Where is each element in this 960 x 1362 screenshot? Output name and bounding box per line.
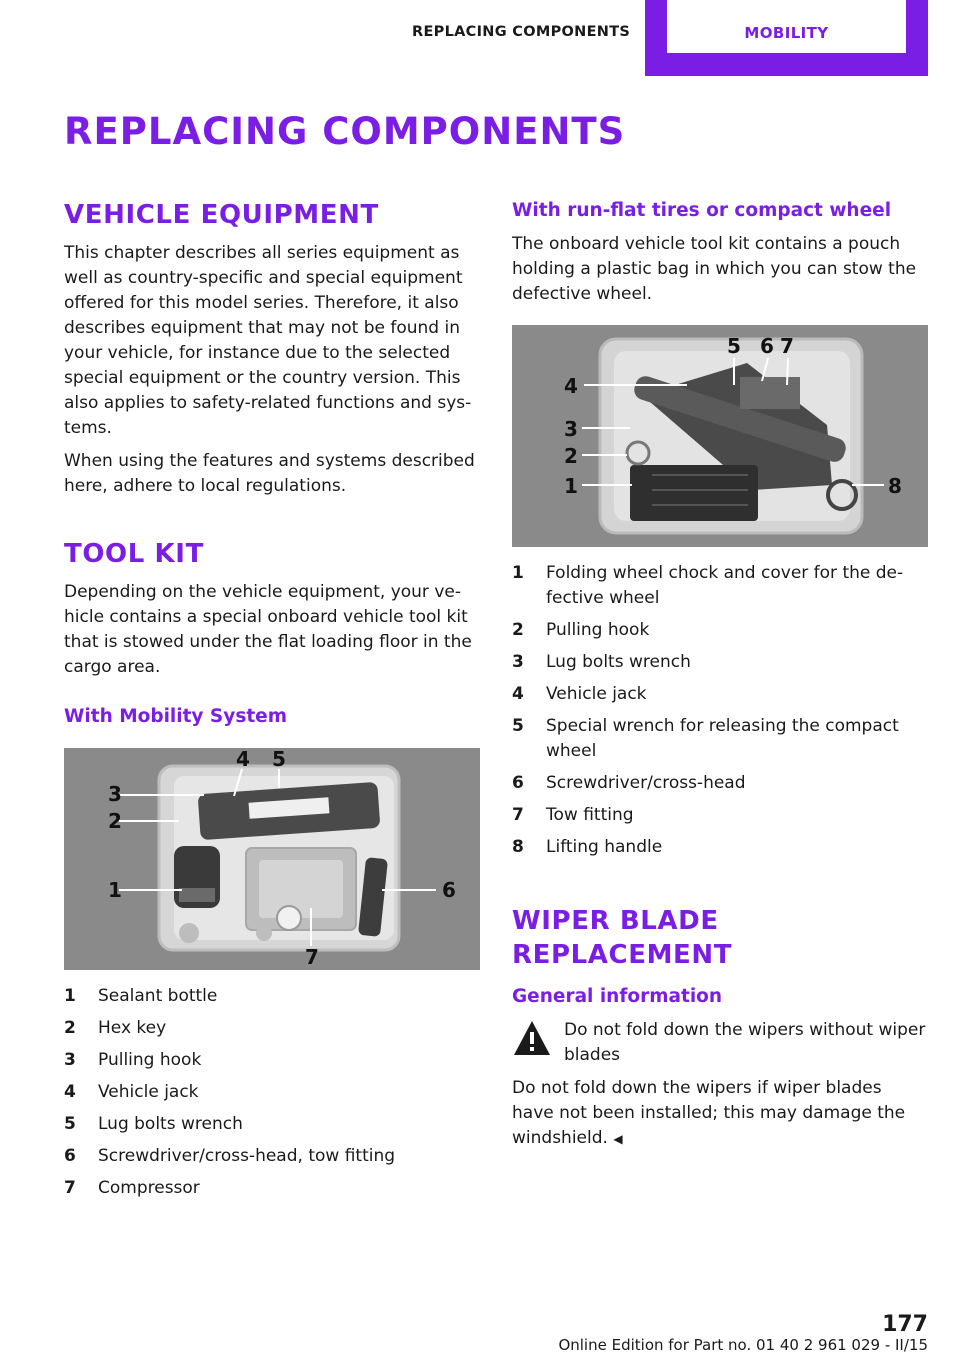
- run-flat-callout-4: 4: [564, 374, 578, 398]
- list-item: [64, 1112, 480, 1137]
- vehicle-equipment-para-2: When using the features and systems described here, adhere to local regulations.: [64, 451, 475, 496]
- list-item: [512, 618, 928, 643]
- item-number: 1: [64, 986, 76, 1006]
- item-number: 4: [512, 684, 524, 704]
- warning-title: Do not fold down the wipers without wiper blades: [564, 1020, 926, 1065]
- list-item: [64, 1016, 480, 1041]
- mobility-callout-2: 2: [108, 809, 122, 833]
- page-title: REPLACING COMPONENTS: [64, 110, 626, 153]
- list-item: [512, 714, 928, 764]
- warning-text: Do not fold down the wipers if wiper blades have not been installed; this may damage the windshield.: [512, 1078, 906, 1148]
- run-flat-callout-7: 7: [780, 334, 794, 358]
- warning-icon: [512, 1018, 552, 1062]
- run-flat-callout-8: 8: [888, 474, 902, 498]
- vehicle-equipment-heading: VEHICLE EQUIPMENT: [64, 200, 379, 230]
- item-text: Lug bolts wrench: [546, 652, 691, 672]
- run-flat-callout-3: 3: [564, 417, 578, 441]
- end-mark-icon: ◀: [613, 1132, 623, 1146]
- item-text: Pulling hook: [98, 1050, 202, 1070]
- mobility-callout-5: 5: [272, 748, 286, 771]
- tool-kit-para: Depending on the vehicle equipment, your ve‐hicle contains a special onboard vehicle tool kit that is stowed under the flat loading floor in the cargo area.: [64, 582, 472, 677]
- mobility-callout-4: 4: [236, 748, 250, 771]
- item-text: Vehicle jack: [546, 684, 647, 704]
- list-item: [512, 803, 928, 828]
- item-number: 5: [512, 716, 524, 736]
- item-number: 1: [512, 563, 524, 583]
- left-column: [64, 198, 480, 1208]
- chapter-tab-inner: [667, 0, 906, 53]
- item-number: 8: [512, 837, 524, 857]
- mobility-callout-1: 1: [108, 878, 122, 902]
- item-text: Lug bolts wrench: [98, 1114, 243, 1134]
- item-number: 4: [64, 1082, 76, 1102]
- run-flat-callout-5: 5: [727, 334, 741, 358]
- item-text: Pulling hook: [546, 620, 650, 640]
- footer-edition: Online Edition for Part no. 01 40 2 961 029 - II/15: [558, 1336, 928, 1354]
- item-text: Sealant bottle: [98, 986, 218, 1006]
- mobility-callout-7: 7: [305, 945, 319, 969]
- item-text: Folding wheel chock and cover for the de‐fective wheel: [546, 563, 904, 608]
- item-number: 3: [64, 1050, 76, 1070]
- list-item: [64, 1144, 480, 1169]
- list-item: [512, 771, 928, 796]
- run-flat-para: The onboard vehicle tool kit contains a pouch holding a plastic bag in which you can stow the defective wheel.: [512, 234, 917, 304]
- header-section-title: REPLACING COMPONENTS: [412, 24, 631, 40]
- list-item: [512, 682, 928, 707]
- item-number: 2: [512, 620, 524, 640]
- mobility-callout-6: 6: [442, 878, 456, 902]
- warning-text-para: [512, 1076, 928, 1152]
- list-item: [512, 835, 928, 860]
- general-information-heading: General information: [512, 986, 723, 1007]
- run-flat-figure: [512, 325, 928, 547]
- list-item: [512, 561, 928, 611]
- run-flat-photo: [512, 325, 928, 547]
- mobility-system-heading: With Mobility System: [64, 706, 287, 727]
- item-number: 7: [512, 805, 524, 825]
- vehicle-equipment-para-1: This chapter describes all series equipment as well as country-specific and special equipment offered for this model series. Therefore, it also describes equipment that may not be found in your vehicle, for instance due to the selected special equipment or the country version. This also applies to safety-related functions and sys‐tems.: [64, 243, 472, 438]
- mobility-system-photo: [64, 748, 480, 970]
- list-item: [64, 1080, 480, 1105]
- run-flat-callout-2: 2: [564, 444, 578, 468]
- chapter-tab[interactable]: [645, 0, 928, 76]
- item-text: Screwdriver/cross-head, tow fitting: [98, 1146, 396, 1166]
- list-item: [64, 1048, 480, 1073]
- item-number: 3: [512, 652, 524, 672]
- list-item: [64, 1176, 480, 1201]
- item-number: 6: [512, 773, 524, 793]
- item-text: Special wrench for releasing the compact wheel: [546, 716, 899, 761]
- item-text: Compressor: [98, 1178, 200, 1198]
- mobility-callout-3: 3: [108, 782, 122, 806]
- item-number: 5: [64, 1114, 76, 1134]
- wiper-blade-heading: WIPER BLADE REPLACEMENT: [512, 906, 733, 970]
- item-text: Hex key: [98, 1018, 167, 1038]
- run-flat-callout-1: 1: [564, 474, 578, 498]
- tool-kit-heading: TOOL KIT: [64, 539, 204, 569]
- item-text: Lifting handle: [546, 837, 663, 857]
- item-number: 2: [64, 1018, 76, 1038]
- list-item: [64, 984, 480, 1009]
- mobility-system-figure: [64, 748, 480, 970]
- run-flat-heading: With run-flat tires or compact wheel: [512, 200, 892, 221]
- page-number: 177: [882, 1312, 928, 1337]
- mobility-system-list: [64, 984, 480, 1201]
- right-column: [512, 198, 928, 1160]
- item-number: 7: [64, 1178, 76, 1198]
- item-text: Vehicle jack: [98, 1082, 199, 1102]
- run-flat-list: [512, 561, 928, 860]
- item-text: Screwdriver/cross-head: [546, 773, 746, 793]
- list-item: [512, 650, 928, 675]
- item-text: Tow fitting: [546, 805, 634, 825]
- warning-box: [512, 1018, 928, 1068]
- chapter-tab-label: MOBILITY: [744, 24, 829, 42]
- run-flat-callout-6: 6: [760, 334, 774, 358]
- item-number: 6: [64, 1146, 76, 1166]
